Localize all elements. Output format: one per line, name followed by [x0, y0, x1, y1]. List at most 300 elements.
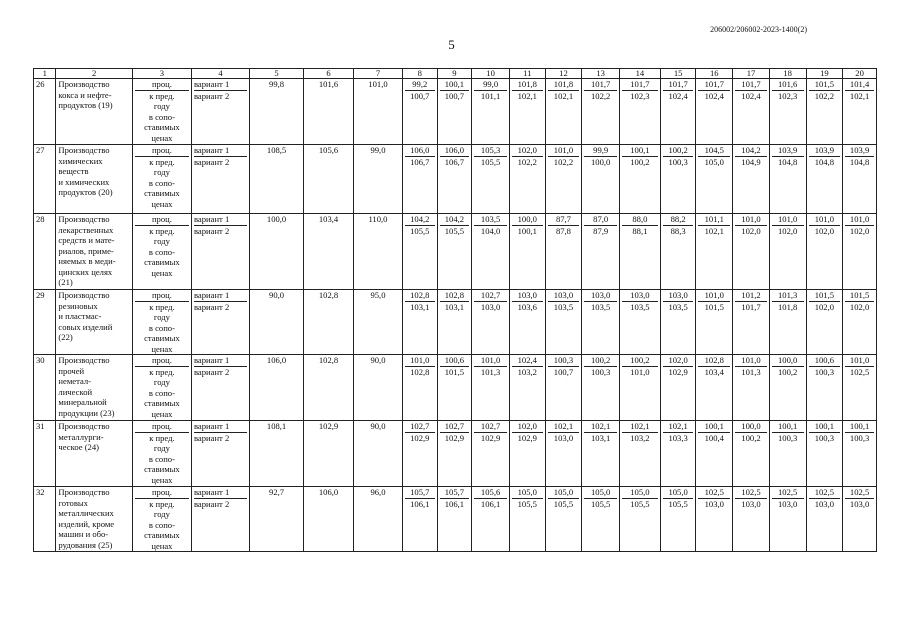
- variant-1-value: 105,0: [548, 487, 580, 499]
- variant-value-cell: [472, 355, 510, 421]
- variant-1-value: 102,0: [512, 145, 543, 157]
- unit-line: проц.: [135, 290, 189, 302]
- column-number-header: 17: [733, 69, 770, 79]
- variant-1-value: 101,7: [663, 79, 694, 91]
- variant-labels: [191, 487, 249, 552]
- indicator-name-line: Производство: [58, 421, 110, 431]
- variant-2-value: 102,2: [590, 90, 611, 101]
- variant-1-value: 101,0: [845, 214, 874, 226]
- variant-value-cell: [843, 214, 877, 290]
- row-number-text: 26: [36, 79, 45, 89]
- variant-value-cell: [733, 214, 770, 290]
- variant-1-value: 101,0: [845, 355, 874, 367]
- variant-2-value: 102,9: [517, 432, 537, 443]
- variant-1-value: 100,2: [584, 355, 617, 367]
- value-c7: 110,0: [368, 214, 388, 224]
- variant-value-cell: [806, 421, 843, 487]
- variant-1-value: 105,3: [474, 145, 507, 157]
- variant-1-value: 106,0: [440, 145, 470, 157]
- value-cell: [304, 487, 354, 552]
- indicator-name-line: неметал-: [58, 376, 91, 386]
- indicator-name-line: и пластмас-: [58, 311, 102, 321]
- variant-labels: [191, 355, 249, 421]
- unit-line: ставимых: [144, 188, 180, 198]
- indicator-name-line: металлурги-: [58, 431, 104, 442]
- variant-value-cell: [733, 421, 770, 487]
- variant-value-cell: [582, 421, 620, 487]
- variant-1-value: 103,0: [548, 290, 580, 302]
- variant-2-value: 101,7: [741, 301, 761, 312]
- variant-2-value: 106,7: [444, 156, 465, 167]
- value-cell: [354, 487, 403, 552]
- unit-line: ценах: [151, 343, 173, 354]
- unit-line: к пред.: [149, 156, 175, 167]
- variant-2-value: 100,3: [814, 432, 835, 443]
- variant-value-cell: [660, 214, 696, 290]
- value-c7: 90,0: [370, 355, 386, 365]
- column-number-row: [34, 69, 877, 79]
- variant-1-value: 101,0: [735, 214, 767, 226]
- value-c6: 102,8: [318, 355, 339, 365]
- variant-1-value: 101,4: [845, 79, 874, 91]
- unit-line: к пред.: [149, 90, 175, 101]
- row-number: [34, 214, 56, 290]
- variant-2-value: 103,0: [741, 498, 761, 509]
- variant-2-value: 104,9: [741, 156, 761, 167]
- value-c7: 90,0: [370, 421, 386, 431]
- variant-1-value: 100,0: [512, 214, 543, 226]
- variant-2-value: 103,5: [630, 301, 650, 312]
- variant-2-value: 102,1: [553, 90, 574, 101]
- variant-2-value: 100,1: [517, 225, 537, 236]
- unit-line: году: [153, 236, 170, 246]
- variant-1-value: 101,2: [735, 290, 767, 302]
- variant-value-cell: [843, 79, 877, 145]
- variant-value-cell: [769, 355, 806, 421]
- variant-2-value: 102,0: [814, 225, 835, 236]
- variant-1-value: 99,2: [405, 79, 435, 91]
- unit-line: к пред.: [149, 301, 175, 312]
- variant-labels: [191, 290, 249, 355]
- variant-value-cell: [437, 355, 472, 421]
- variant-value-cell: [437, 145, 472, 214]
- value-cell: [354, 355, 403, 421]
- value-cell: [250, 79, 304, 145]
- variant-2-value: 104,8: [814, 156, 835, 167]
- unit-line: году: [153, 443, 170, 453]
- value-cell: [304, 290, 354, 355]
- variant-labels: [191, 421, 249, 487]
- variant-1-label: вариант 1: [194, 145, 247, 157]
- variant-1-value: 103,9: [772, 145, 804, 157]
- indicator-name-line: совых изделий: [58, 321, 113, 332]
- variant-value-cell: [402, 145, 437, 214]
- variant-2-value: 102,0: [778, 225, 798, 236]
- variant-value-cell: [696, 214, 733, 290]
- variant-value-cell: [843, 145, 877, 214]
- indicator-name: [56, 79, 132, 145]
- variant-2-value: 103,0: [814, 498, 835, 509]
- variant-1-value: 101,7: [735, 79, 767, 91]
- variant-2-value: 101,1: [480, 90, 501, 101]
- value-cell: [304, 145, 354, 214]
- variant-value-cell: [509, 290, 545, 355]
- column-number-header: 6: [304, 69, 354, 79]
- table-row: [34, 290, 877, 355]
- unit-line: в сопо-: [148, 387, 175, 398]
- variant-1-value: 100,1: [845, 421, 874, 433]
- variant-1-value: 102,1: [663, 421, 694, 433]
- variant-2-value: 100,7: [410, 90, 430, 101]
- variant-value-cell: [769, 487, 806, 552]
- variant-labels: [191, 214, 249, 290]
- unit-line: ставимых: [144, 464, 180, 474]
- value-cell: [250, 421, 304, 487]
- indicator-name-line: риалов, приме-: [58, 245, 114, 256]
- variant-1-value: 103,0: [584, 290, 617, 302]
- variant-2-label: вариант 2: [193, 301, 230, 312]
- variant-value-cell: [509, 355, 545, 421]
- variant-value-cell: [402, 487, 437, 552]
- variant-value-cell: [402, 214, 437, 290]
- variant-1-value: 102,1: [622, 421, 658, 433]
- variant-2-value: 100,2: [630, 156, 650, 167]
- indicator-name-line: лической: [58, 386, 93, 397]
- variant-2-value: 100,3: [849, 432, 870, 443]
- variant-2-value: 103,1: [410, 301, 430, 312]
- variant-1-value: 100,1: [698, 421, 730, 433]
- row-number-text: 29: [36, 290, 45, 300]
- variant-1-value: 101,0: [772, 214, 804, 226]
- unit-line: ставимых: [144, 257, 180, 267]
- row-number-text: 32: [36, 487, 45, 497]
- indicator-name-line: продуктов (20): [58, 187, 113, 197]
- variant-value-cell: [620, 214, 661, 290]
- unit-line: ценах: [151, 132, 173, 143]
- variant-value-cell: [660, 487, 696, 552]
- variant-value-cell: [402, 421, 437, 487]
- variant-2-value: 103,2: [517, 366, 537, 377]
- variant-2-value: 105,5: [410, 225, 430, 236]
- value-c5: 100,0: [266, 214, 287, 224]
- variant-2-value: 103,5: [553, 301, 574, 312]
- variant-2-value: 100,4: [704, 432, 724, 443]
- column-number-header: 9: [437, 69, 472, 79]
- variant-value-cell: [472, 290, 510, 355]
- variant-1-value: 100,0: [735, 421, 767, 433]
- indicator-name-line: продукции (23): [58, 407, 115, 418]
- unit-line: в сопо-: [148, 111, 175, 122]
- variant-1-value: 102,1: [548, 421, 580, 433]
- unit-line: году: [153, 509, 170, 519]
- table-row: [34, 355, 877, 421]
- variant-2-value: 100,2: [778, 366, 798, 377]
- variant-value-cell: [660, 421, 696, 487]
- variant-2-label: вариант 2: [193, 498, 230, 509]
- indicator-name-line: Производство: [58, 214, 110, 224]
- variant-2-value: 102,1: [849, 90, 870, 101]
- variant-1-value: 101,8: [512, 79, 543, 91]
- variant-1-value: 102,5: [809, 487, 841, 499]
- variant-value-cell: [437, 487, 472, 552]
- variant-2-value: 100,3: [590, 366, 611, 377]
- column-number-header: 14: [620, 69, 661, 79]
- value-c5: 90,0: [269, 290, 285, 300]
- variant-2-value: 105,5: [444, 225, 465, 236]
- variant-1-value: 100,6: [809, 355, 841, 367]
- unit-line: ценах: [151, 474, 173, 485]
- variant-2-value: 102,2: [553, 156, 574, 167]
- unit-line: ценах: [151, 540, 173, 551]
- variant-value-cell: [733, 290, 770, 355]
- table-row: [34, 79, 877, 145]
- variant-value-cell: [472, 421, 510, 487]
- row-number-text: 27: [36, 145, 45, 155]
- value-c7: 99,0: [370, 145, 386, 155]
- variant-value-cell: [472, 145, 510, 214]
- variant-1-value: 103,9: [809, 145, 841, 157]
- unit-line: проц.: [135, 214, 189, 226]
- variant-value-cell: [843, 487, 877, 552]
- variant-2-value: 103,5: [668, 301, 688, 312]
- variant-value-cell: [733, 487, 770, 552]
- variant-1-value: 100,1: [772, 421, 804, 433]
- variant-2-value: 102,2: [517, 156, 537, 167]
- column-number-header: 11: [509, 69, 545, 79]
- row-number: [34, 79, 56, 145]
- variant-value-cell: [733, 145, 770, 214]
- value-cell: [250, 214, 304, 290]
- variant-value-cell: [582, 487, 620, 552]
- column-number-header: 13: [582, 69, 620, 79]
- indicator-name-line: кокса и нефте-: [58, 89, 112, 100]
- variant-2-value: 87,8: [555, 225, 571, 236]
- variant-value-cell: [843, 355, 877, 421]
- variant-2-label: вариант 2: [193, 225, 230, 236]
- unit-line: ставимых: [144, 398, 180, 408]
- value-cell: [304, 79, 354, 145]
- variant-1-value: 100,1: [809, 421, 841, 433]
- variant-2-value: 103,0: [480, 301, 501, 312]
- value-cell: [354, 421, 403, 487]
- variant-2-value: 102,9: [410, 432, 430, 443]
- indicator-name-line: (21): [58, 277, 73, 287]
- variant-2-value: 102,5: [849, 366, 870, 377]
- row-number-text: 31: [36, 421, 45, 431]
- variant-2-value: 104,8: [849, 156, 870, 167]
- variant-1-value: 102,1: [584, 421, 617, 433]
- variant-2-value: 102,4: [704, 90, 724, 101]
- variant-2-value: 103,0: [849, 498, 870, 509]
- variant-1-value: 101,1: [698, 214, 730, 226]
- variant-2-value: 102,4: [741, 90, 761, 101]
- variant-1-value: 102,7: [405, 421, 435, 433]
- value-cell: [354, 214, 403, 290]
- variant-1-value: 102,5: [772, 487, 804, 499]
- variant-2-value: 102,3: [778, 90, 798, 101]
- indicator-name-line: (22): [58, 332, 73, 342]
- variant-2-value: 103,3: [668, 432, 688, 443]
- variant-value-cell: [545, 355, 582, 421]
- variant-2-value: 102,2: [814, 90, 835, 101]
- indicator-name-line: Производство: [58, 79, 110, 89]
- variant-2-value: 106,1: [480, 498, 501, 509]
- indicator-name-line: веществ: [58, 166, 89, 176]
- variant-value-cell: [582, 145, 620, 214]
- variant-value-cell: [437, 214, 472, 290]
- column-number-header: 16: [696, 69, 733, 79]
- variant-1-value: 102,7: [474, 290, 507, 302]
- column-number-header: 12: [545, 69, 582, 79]
- variant-value-cell: [582, 355, 620, 421]
- variant-2-label: вариант 2: [193, 90, 230, 101]
- document-id: 206002/206002-2023-1400(2): [710, 25, 807, 34]
- variant-1-value: 87,0: [584, 214, 617, 226]
- variant-1-value: 101,6: [772, 79, 804, 91]
- variant-2-value: 102,1: [517, 90, 537, 101]
- indicator-name-line: средств и мате-: [58, 235, 115, 245]
- indicator-name-line: резиновых: [58, 300, 98, 311]
- unit-line: ценах: [151, 198, 173, 209]
- indicator-name-line: Производство: [58, 487, 110, 497]
- unit-line: к пред.: [149, 225, 175, 236]
- unit-cell: [132, 290, 191, 355]
- value-cell: [250, 355, 304, 421]
- variant-2-value: 102,4: [668, 90, 688, 101]
- variant-1-value: 101,3: [772, 290, 804, 302]
- variant-2-label: вариант 2: [193, 366, 230, 377]
- variant-1-value: 100,0: [772, 355, 804, 367]
- variant-value-cell: [509, 421, 545, 487]
- variant-value-cell: [696, 355, 733, 421]
- variant-1-value: 105,0: [663, 487, 694, 499]
- variant-2-value: 103,4: [704, 366, 724, 377]
- value-c7: 96,0: [370, 487, 386, 497]
- variant-value-cell: [733, 355, 770, 421]
- unit-line: проц.: [135, 487, 189, 499]
- variant-2-value: 101,8: [778, 301, 798, 312]
- variant-value-cell: [696, 79, 733, 145]
- indicator-name: [56, 214, 132, 290]
- variant-value-cell: [437, 290, 472, 355]
- value-c6: 101,6: [318, 79, 339, 89]
- unit-cell: [132, 214, 191, 290]
- variant-2-label: вариант 2: [193, 156, 230, 167]
- variant-2-value: 104,0: [480, 225, 501, 236]
- variant-1-value: 102,5: [735, 487, 767, 499]
- variant-1-value: 103,5: [474, 214, 507, 226]
- unit-line: ценах: [151, 408, 173, 419]
- variant-value-cell: [402, 79, 437, 145]
- variant-1-label: вариант 1: [194, 214, 247, 226]
- variant-2-value: 106,7: [410, 156, 430, 167]
- variant-1-value: 102,8: [698, 355, 730, 367]
- variant-value-cell: [843, 290, 877, 355]
- variant-1-value: 100,1: [622, 145, 658, 157]
- variant-1-value: 101,0: [548, 145, 580, 157]
- unit-line: ставимых: [144, 122, 180, 132]
- indicator-name: [56, 355, 132, 421]
- unit-line: к пред.: [149, 498, 175, 509]
- row-number-text: 30: [36, 355, 45, 365]
- variant-1-value: 102,0: [663, 355, 694, 367]
- unit-line: проц.: [135, 355, 189, 367]
- variant-1-value: 105,0: [584, 487, 617, 499]
- variant-1-value: 102,8: [440, 290, 470, 302]
- unit-line: ценах: [151, 267, 173, 278]
- value-c5: 108,1: [266, 421, 287, 431]
- variant-1-value: 104,2: [440, 214, 470, 226]
- variant-1-value: 101,0: [474, 355, 507, 367]
- variant-labels: [191, 79, 249, 145]
- variant-2-value: 100,7: [444, 90, 465, 101]
- unit-line: в сопо-: [148, 519, 175, 530]
- indicator-name-line: минеральной: [58, 397, 107, 407]
- variant-1-label: вариант 1: [194, 79, 247, 91]
- variant-2-value: 102,3: [630, 90, 650, 101]
- value-c6: 105,6: [318, 145, 339, 155]
- unit-line: ставимых: [144, 333, 180, 343]
- value-c7: 101,0: [368, 79, 388, 89]
- forecast-table: [33, 68, 877, 552]
- variant-value-cell: [582, 79, 620, 145]
- value-c5: 92,7: [269, 487, 285, 497]
- value-cell: [250, 290, 304, 355]
- variant-1-value: 102,8: [405, 290, 435, 302]
- value-cell: [304, 421, 354, 487]
- variant-value-cell: [696, 421, 733, 487]
- indicator-name-line: цинских целях: [58, 266, 113, 277]
- variant-2-value: 88,3: [670, 225, 686, 236]
- variant-value-cell: [769, 214, 806, 290]
- variant-1-value: 105,6: [474, 487, 507, 499]
- variant-1-value: 106,0: [405, 145, 435, 157]
- indicator-name-line: изделий, кроме: [58, 518, 115, 529]
- column-number-header: 19: [806, 69, 843, 79]
- variant-1-label: вариант 1: [194, 290, 247, 302]
- value-cell: [304, 214, 354, 290]
- variant-value-cell: [806, 214, 843, 290]
- value-cell: [304, 355, 354, 421]
- variant-2-value: 106,1: [410, 498, 430, 509]
- variant-2-value: 87,9: [593, 225, 609, 236]
- variant-2-label: вариант 2: [193, 432, 230, 443]
- value-c7: 95,0: [370, 290, 386, 300]
- value-c5: 99,8: [269, 79, 285, 89]
- unit-line: проц.: [135, 79, 189, 91]
- variant-1-value: 102,7: [440, 421, 470, 433]
- unit-line: в сопо-: [148, 322, 175, 333]
- variant-value-cell: [402, 290, 437, 355]
- variant-2-value: 105,5: [630, 498, 650, 509]
- indicator-name-line: машин и обо-: [58, 529, 109, 539]
- variant-value-cell: [769, 421, 806, 487]
- variant-2-value: 105,5: [590, 498, 611, 509]
- variant-value-cell: [696, 290, 733, 355]
- column-number-header: 20: [843, 69, 877, 79]
- variant-2-value: 103,0: [704, 498, 724, 509]
- variant-1-value: 100,6: [440, 355, 470, 367]
- variant-value-cell: [402, 355, 437, 421]
- variant-value-cell: [843, 421, 877, 487]
- variant-1-value: 87,7: [548, 214, 580, 226]
- column-number-header: 10: [472, 69, 510, 79]
- variant-value-cell: [545, 487, 582, 552]
- value-cell: [250, 145, 304, 214]
- variant-value-cell: [620, 145, 661, 214]
- column-number-header: 4: [191, 69, 249, 79]
- indicator-name: [56, 487, 132, 552]
